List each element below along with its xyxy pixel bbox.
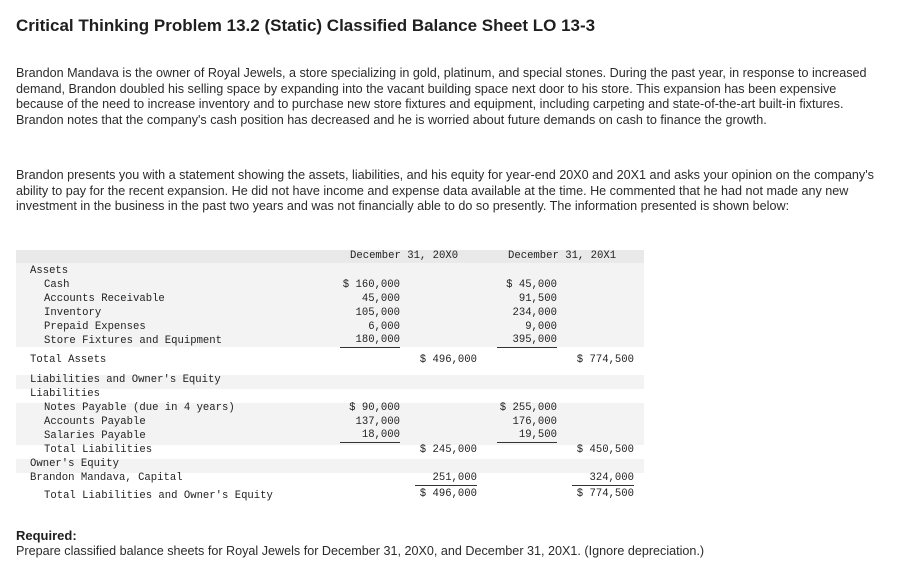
row-label: Prepaid Expenses: [44, 321, 146, 333]
row-label: Cash: [44, 279, 70, 291]
cell-20x1: 176,000: [512, 416, 557, 428]
liabilities-heading: Liabilities: [30, 388, 100, 400]
total-liab-equity-label: Total Liabilities and Owner's Equity: [44, 490, 273, 502]
page-title: Critical Thinking Problem 13.2 (Static) Classified Balance Sheet LO 13-3: [16, 16, 596, 35]
balance-data-table: [16, 250, 644, 506]
total-assets-label: Total Assets: [30, 354, 107, 366]
total-liab-equity-20x1: $ 774,500: [576, 488, 634, 500]
liab-equity-heading: Liabilities and Owner's Equity: [30, 374, 221, 386]
cell-20x0: 137,000: [355, 416, 400, 428]
assets-heading: Assets: [30, 265, 69, 277]
row-label: Accounts Receivable: [44, 293, 165, 305]
total-assets-20x1: $ 774,500: [576, 354, 634, 366]
capital-label: Brandon Mandava, Capital: [30, 472, 183, 484]
cell-20x1: $ 255,000: [499, 402, 557, 414]
row-label: Inventory: [44, 307, 102, 319]
total-liabilities-20x0: $ 245,000: [419, 444, 477, 456]
capital-20x1: 324,000: [572, 472, 634, 486]
row-label: Store Fixtures and Equipment: [44, 335, 223, 347]
total-liabilities-label: Total Liabilities: [44, 444, 153, 456]
total-liabilities-20x1: $ 450,500: [576, 444, 634, 456]
owners-equity-heading: Owner's Equity: [30, 458, 120, 470]
cell-20x1: 234,000: [512, 307, 557, 319]
intro-paragraph: Brandon Mandava is the owner of Royal Jewels, a store specializing in gold, platinum, and special stones. During the past year, in response to increased demand, Brandon doubled his selling space by expanding into the vacant building space next door to his store. This expansion has been expensive because of the need to increase inventory and to purchase new store fixtures and equipment, including carpeting and state-of-the-art built-in fixtures. Brandon notes that the company's cash position has decreased and he is worried about future demands on cash to finance the growth.: [16, 66, 867, 127]
cell-20x0: $ 160,000: [342, 279, 400, 291]
cell-20x1: 395,000: [497, 334, 557, 348]
cell-20x1: 9,000: [525, 321, 557, 333]
row-label: Accounts Payable: [44, 416, 146, 428]
cell-20x0: 45,000: [361, 293, 400, 305]
column-header-20x0: December 31, 20X0: [350, 250, 459, 262]
column-header-20x1: December 31, 20X1: [508, 250, 617, 262]
total-liab-equity-20x0: $ 496,000: [419, 488, 477, 500]
required-text: Prepare classified balance sheets for Royal Jewels for December 31, 20X0, and December 31, 20X1. (Ignore depreciation.): [16, 544, 705, 558]
cell-20x1: $ 45,000: [506, 279, 557, 291]
row-label: Notes Payable (due in 4 years): [44, 402, 235, 414]
cell-20x0: 180,000: [340, 334, 400, 348]
cell-20x0: $ 90,000: [349, 402, 400, 414]
total-assets-20x0: $ 496,000: [419, 354, 477, 366]
cell-20x1: 91,500: [518, 293, 557, 305]
row-label: Salaries Payable: [44, 430, 146, 442]
capital-20x0: 251,000: [415, 472, 477, 486]
cell-20x0: 18,000: [340, 429, 400, 443]
cell-20x0: 105,000: [355, 307, 400, 319]
required-label: Required:: [16, 528, 77, 543]
context-paragraph: Brandon presents you with a statement showing the assets, liabilities, and his equity for year-end 20X0 and 20X1 and asks your opinion on the company's ability to pay for the recent expansion. He did not have income and expense data available at the time. He commented that he had not made any new investment in the business in the past two years and was not financially able to do so presently. The information presented is shown below:: [16, 168, 874, 213]
cell-20x0: 6,000: [368, 321, 400, 333]
cell-20x1: 19,500: [497, 429, 557, 443]
